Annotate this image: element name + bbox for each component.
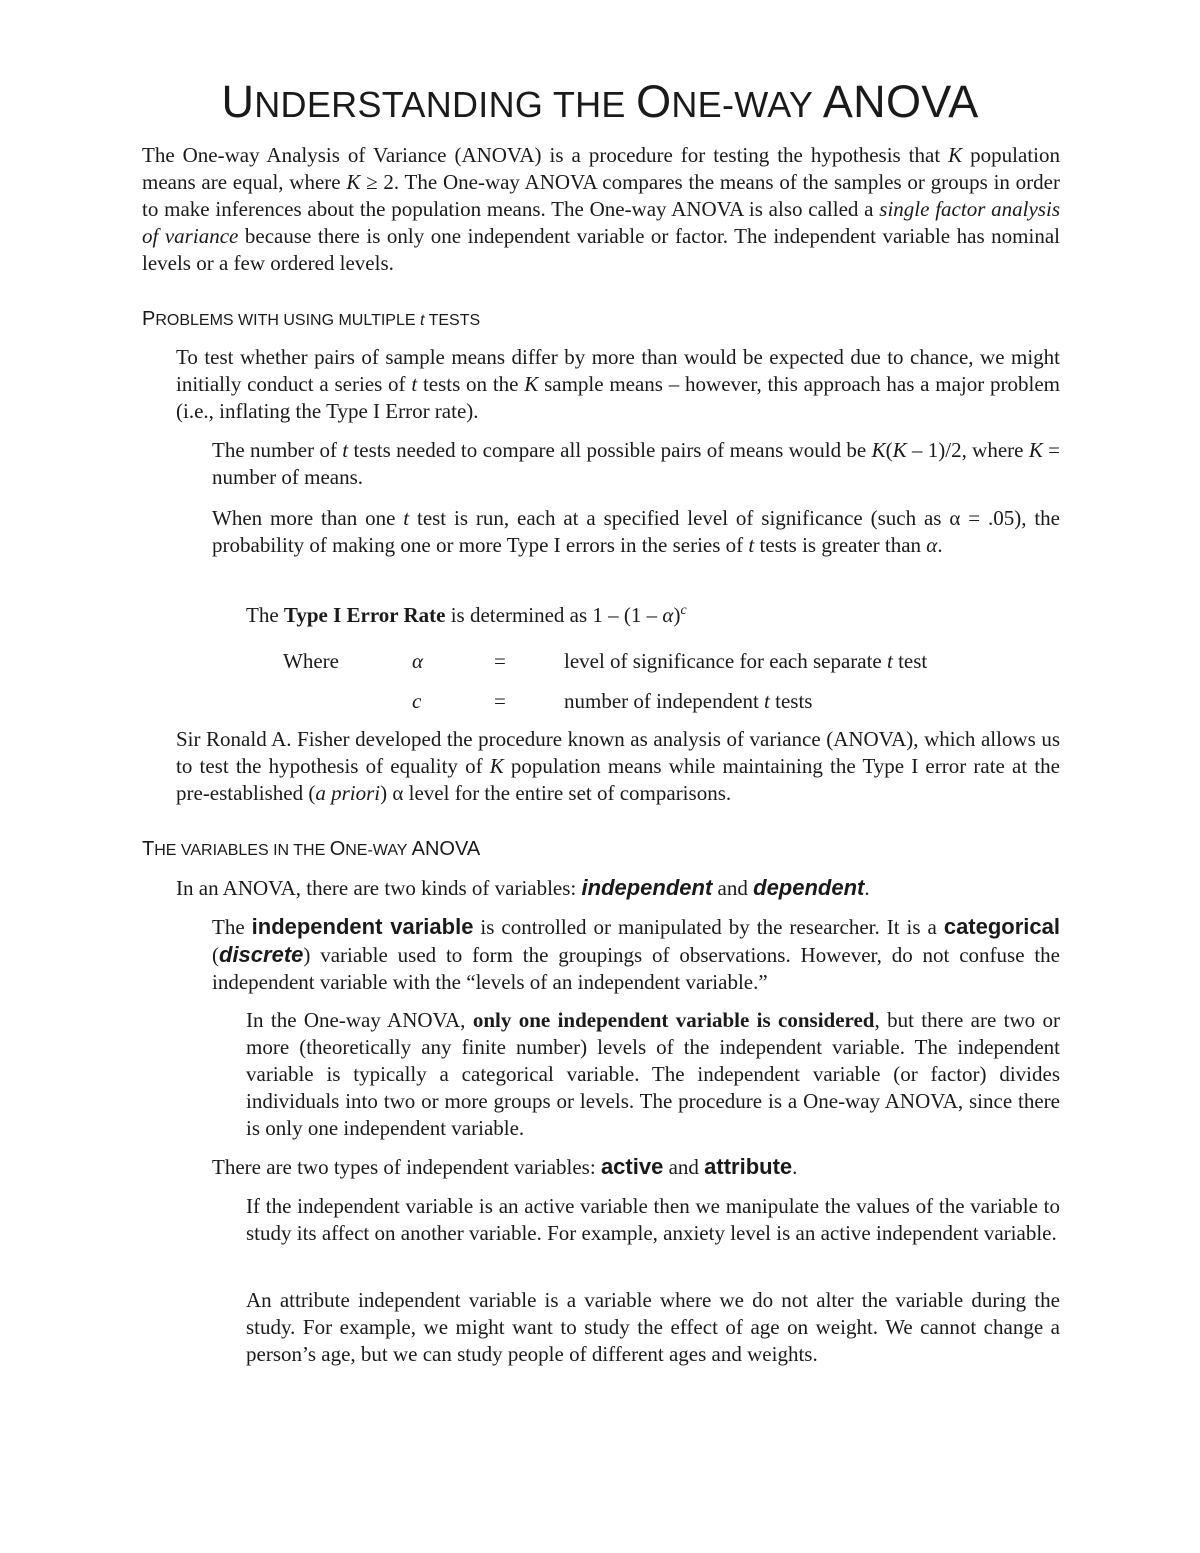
math-var: t: [411, 372, 418, 396]
text-run: In the One-way ANOVA,: [246, 1008, 473, 1032]
text-run: ) α level for the entire set of comparisons.: [380, 781, 732, 805]
bold-italic-term: independent: [581, 875, 713, 900]
bold-italic-term: dependent: [753, 875, 865, 900]
math-var: α: [926, 533, 938, 557]
math-var: K: [489, 754, 504, 778]
title-part: NE-WAY: [671, 84, 823, 125]
math-var: K: [346, 170, 361, 194]
bold-term: active: [600, 1154, 664, 1179]
text-run: number of independent: [564, 689, 765, 713]
text-run: To test whether pairs of sample means differ by more than would be expected due to chance, we might initially conduct a series of: [176, 345, 1060, 396]
definition-label: Where: [283, 649, 339, 673]
text-run: tests on the: [417, 372, 525, 396]
bold-italic-term: discrete: [219, 942, 304, 967]
math-var: α: [412, 649, 424, 673]
paragraph-active-variable: If the independent variable is an active variable then we manipulate the values of the variable to study its affect on another variable. For example, anxiety level is an active independent variable.: [246, 1194, 1060, 1245]
text-run: The number of: [212, 438, 343, 462]
text-run: The: [246, 603, 284, 627]
title-part: NDERSTANDING THE: [254, 84, 637, 125]
text-run: test is run, each at a specified level of significance (such as α = .05), the probability of making one or more Type I errors in the series of: [212, 506, 1060, 557]
math-var: t: [764, 689, 770, 713]
title-part: O: [636, 76, 672, 127]
text-run: (: [212, 943, 219, 967]
emphasis: single factor analysis of variance: [142, 197, 1060, 248]
text-run: In an ANOVA, there are two kinds of variables:: [176, 876, 582, 900]
definition-equals: =: [494, 689, 506, 713]
heading-part: ANOVA: [411, 838, 481, 860]
bold-term: categorical: [943, 914, 1060, 939]
text-run: ≥ 2. The One-way ANOVA compares the means of the samples or groups in order to make inferences about the population means. The One-way ANOVA is also called a: [142, 170, 1060, 221]
paragraph-number-of-tests: [212, 437, 1060, 491]
text-run: level of significance for each separate: [564, 649, 887, 673]
math-var: c: [412, 689, 422, 713]
math-var: t: [403, 506, 410, 530]
heading-part: NE-WAY: [345, 842, 412, 859]
math-var: K: [871, 438, 886, 462]
bold-term: Type I Error Rate: [283, 603, 446, 627]
text-run: is determined as 1 – (1 –: [445, 603, 663, 627]
text-run: population means are equal, where: [142, 143, 1060, 194]
paragraph-independent-variable: [212, 913, 1060, 996]
text-run: (: [885, 438, 893, 462]
text-run: .: [864, 876, 870, 900]
text-run: The One-way Analysis of Variance (ANOVA) is a procedure for testing the hypothesis that: [142, 143, 949, 167]
page-title: [0, 74, 1200, 133]
heading-part: ROBLEMS WITH USING MULTIPLE: [155, 312, 420, 329]
text-run: test: [892, 649, 928, 673]
math-var: t: [748, 533, 755, 557]
text-run: The: [212, 915, 252, 939]
text-run: is controlled or manipulated by the researcher. It is a: [473, 915, 944, 939]
paragraph-two-kinds: [176, 874, 1060, 902]
text-run: population means while maintaining the Type I error rate at the pre-established (: [176, 754, 1060, 805]
heading-part: P: [142, 308, 156, 330]
paragraph-attribute-variable: An attribute independent variable is a variable where we do not alter the variable during the study. For example, we might want to study the effect of age on weight. We cannot change a person’s age, but we can study people of different ages and weights.: [246, 1288, 1060, 1366]
text-run: .: [937, 533, 943, 557]
section-heading-problems: [142, 306, 480, 334]
heading-part: T: [142, 838, 155, 860]
text-run: because there is only one independent variable or factor. The independent variable has nominal levels or a few ordered levels.: [142, 224, 1060, 275]
text-run: = number of means.: [212, 438, 1060, 489]
math-var: α: [662, 603, 674, 627]
section-heading-variables: [142, 836, 480, 864]
text-run: Sir Ronald A. Fisher developed the procedure known as analysis of variance (ANOVA), which allows us to test the hypothesis of equality of: [176, 727, 1060, 778]
math-superscript: c: [680, 603, 687, 618]
paragraph-two-types: [212, 1153, 1060, 1181]
text-run: and: [663, 1155, 705, 1179]
definition-text: [564, 688, 812, 715]
text-run: .: [792, 1155, 798, 1179]
text-run: tests: [769, 689, 813, 713]
bold-term: only one independent variable is considered: [472, 1008, 875, 1032]
title-part: U: [221, 76, 255, 127]
math-var: t: [342, 438, 349, 462]
text-run: , but there are two or more (theoretically any finite number) levels of the independent variable. The independent variable is typically a categorical variable. The independent variable (or factor) divides individuals into two or more groups or levels. The procedure is a One-way ANOVA, since there is only one independent variable.: [246, 1008, 1061, 1140]
text-run: tests needed to compare all possible pairs of means would be: [348, 438, 872, 462]
text-run: There are two types of independent variables:: [212, 1155, 601, 1179]
math-var: t: [887, 649, 893, 673]
math-var: K: [524, 372, 539, 396]
heading-part: TESTS: [424, 312, 481, 329]
paragraph-type-i-errors: [212, 505, 1060, 559]
emphasis: a priori: [315, 781, 381, 805]
text-run: sample means – however, this approach has a major problem (i.e., inflating the Type I Error rate).: [176, 372, 1060, 423]
math-var: K: [892, 438, 907, 462]
text-run: ) variable used to form the groupings of observations. However, do not confuse the independent variable with the “levels of an independent variable.”: [212, 943, 1060, 994]
math-var: K: [1028, 438, 1043, 462]
text-run: and: [712, 876, 754, 900]
text-run: tests is greater than: [754, 533, 927, 557]
definition-symbol: [412, 648, 423, 675]
title-part: ANOVA: [822, 76, 979, 127]
paragraph-one-way: [246, 1007, 1060, 1142]
intro-paragraph: [142, 142, 1060, 277]
definition-text: [564, 648, 927, 675]
heading-part: HE VARIABLES IN THE: [154, 842, 330, 859]
definition-symbol: [412, 688, 421, 715]
type-i-error-formula: [246, 602, 687, 629]
paragraph-fisher: [176, 726, 1060, 807]
text-run: – 1)/2, where: [906, 438, 1029, 462]
heading-part: t: [419, 312, 425, 329]
definition-equals: =: [494, 649, 506, 673]
paragraph-multiple-t-tests: [176, 344, 1060, 425]
bold-term: attribute: [704, 1154, 793, 1179]
bold-term: independent variable: [251, 914, 474, 939]
text-run: ): [673, 603, 681, 627]
heading-part: O: [329, 838, 346, 860]
text-run: When more than one: [212, 506, 404, 530]
math-var: K: [948, 143, 963, 167]
